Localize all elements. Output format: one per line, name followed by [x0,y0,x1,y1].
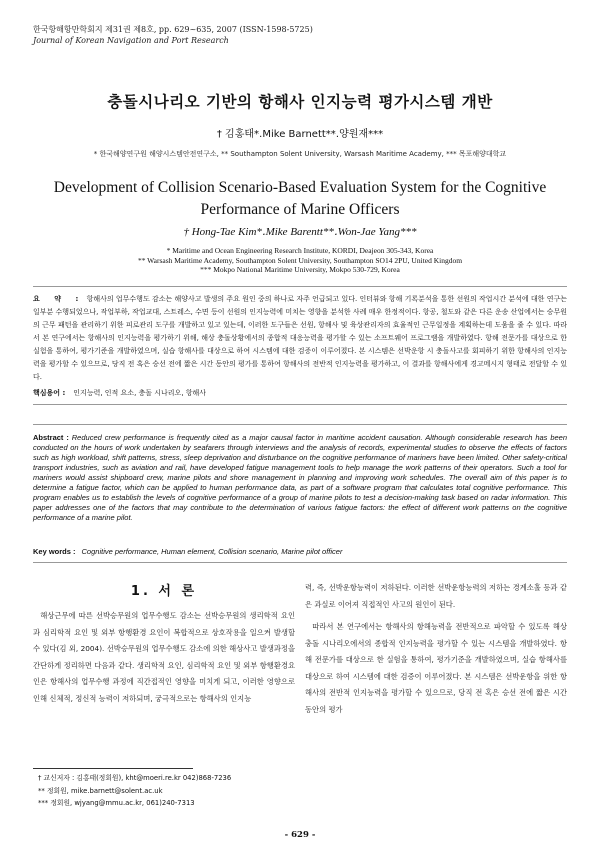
body-paragraph: 따라서 본 연구에서는 항해사의 항해능력을 전반적으로 파악할 수 있도록 해상 충돌 시나리오에서의 종합적 인지능력을 평가할 수 있는 시스템을 개발하였다. 항해 전문가를 대상으로 한 실험을 통하여, 평가기준을 개발하였으며, 실습 항해사를 대상으로 하여 시스템에 대한 검증이 이루어졌다. 본 시스템은 선박운항을 위한 항해사의 전반적 인지능력을 평가할 수 있으므로, 당직 전 혹은 승선 전에 짧은 시간 동안의 평가 [305,622,567,714]
right-column [305,580,567,718]
divider [33,562,567,563]
korean-abstract-text: 항해사의 업무수행도 감소는 해양사고 발생의 주요 원인 중의 하나로 자주 언급되고 있다. 인터뷰와 항해 기록분석을 통한 선원의 작업시간 분석에 대한 연구는 일부분 수행되었으나, 작업부하, 작업교대, 스트레스, 수면 등이 선원의 인지능력에 미치는 영향을 분석한 사례 매우 한정적이다. 항공, 철도와 같은 다른 운송 산업에서는 승무원의 근무 패턴을 관리하기 위한 피로관리 도구를 개발하고 있고 있는데, 이러한 도구들은 선원, 항해사 및 육상관리자의 효율적인 근무일정을 계획하는데 도움을 줄 수 있다. 따라서 본 연구에서는 항해사의 인지능력을 평가하기 위해, 해상 충돌상황에서의 종합적 대응능력을 평가할 수 있는 소프트웨어 프로그램을 개발하였다. 항해 전문가를 대상으로 한 실험을 통하여, 평가기준을 개발하였으며, 실습 항해사를 대상으로 하여 시스템에 대한 검증이 이루어졌다. 본 시스템은 선박운항 시 충돌사고를 회피하기 위한 항해사의 인지능력을 평가할 수 있으므로, 당직 전 혹은 승선 전에 짧은 시간 동안의 평가를 통하여 항해사의 전반적 인지능력을 평가하고, 이 결과를 항해사에게 경고메시지 형태로 전달할 수 있다. [33,295,567,381]
divider [33,286,567,287]
korean-abstract-label: 요 약 : [33,295,85,303]
footnote: † 교신저자 : 김홍태(정회원), kht@moeri.re.kr 042)868-7236 [38,774,232,782]
page-number: - 629 - [284,830,316,840]
english-affiliation: * Maritime and Ocean Engineering Research Institute, KORDI, Deajeon 305-343, Korea [166,246,434,255]
english-abstract-text: Reduced crew performance is frequently cited as a major causal factor in maritime accident causation. Although considerable research has been conducted on the hours of work undertaken by seafarers through interviews and the analysis of records, experimental studies to observe the effects of factors such as high workload, shift patterns, stress, sleep deprivation and disturbance on the cognitive performance of mariners have been limited. Other safety-critical transport industries, such as aviation and rail, have developed fatigue management tools to help manage the work patterns of their operators. Such a tool for mariners would assist shipboard crew, marine pilots and shore management in planning and improving work schedules. The overall aim of this paper is to determine a fatigue factor, which can be applied to human performance data, as part of a software program that calculates total cognitive performance. This program enables us to establish the levels of cognitive performance of a group of marine pilots to test a decision-making task based on radar information. This paper addresses one of the factors that may contribute to the determination of various fatigue factors: the effect of different work patterns on the cognitive performance of a marine pilot. [33,433,568,522]
footnote-rule [33,768,193,769]
korean-keywords [33,388,206,398]
divider [33,424,567,425]
korean-keywords-label: 핵심용어 : [33,389,66,397]
korean-authors: † 김홍태*․Mike Barnett**․양원재*** [216,129,384,140]
korean-title: 충돌시나리오 기반의 항해사 인지능력 평가시스템 개반 [107,93,493,111]
english-abstract [33,433,567,523]
body-paragraph: 력, 즉, 선박운항능력이 저하된다. 이러한 선박운항능력의 저하는 경계소홀 등과 같은 과실로 이어져 직접적인 사고의 원인이 된다. [305,583,567,609]
journal-header [33,24,313,46]
english-abstract-label: Abstract : [33,433,69,442]
english-keywords [33,547,342,556]
english-keywords-text: Cognitive performance, Human element, Collision scenario, Marine pilot officer [81,547,343,556]
english-affiliation: *** Mokpo National Maritime University, Mokpo 530-729, Korea [200,265,400,274]
english-keywords-label: Key words : [33,547,76,556]
korean-abstract [33,293,567,384]
english-affiliations [0,246,600,275]
english-authors: † Hong-Tae Kim*․Mike Barentt**․Won-Jae Yang*** [183,226,417,238]
english-title-line2: Performance of Marine Officers [200,201,400,218]
divider [33,404,567,405]
english-title [40,177,560,221]
body-paragraph: 해상근무에 따른 선박승무원의 업무수행도 감소는 선박승무원의 생리학적 요인과 심리학적 요인 및 외부 항행환경 요인이 복합적으로 상호작용을 일으켜 발생할 수 있다(김 외, 2004). 선박승무원의 업무수행도 감소에 의한 해상사고 발생과정을 간단하게 정리하면 다음과 같다. 생리학적 요인, 심리학적 요인 및 외부 항행환경요인은 항해사의 업무수행 과정에 직간접적인 영향을 미치게 되고, 이러한 영향으로 인해 신체적, 정신적 능력이 저하되며, 궁극적으로는 항해사의 인지능 [33,611,295,703]
journal-name: Journal of Korean Navigation and Port Research [33,36,229,45]
left-column [33,608,295,707]
footnote: ** 정회원, mike.barnett@solent.ac.uk [38,786,163,795]
korean-affiliations: * 한국해양연구원 해양시스템안전연구소, ** Southampton Solent University, Warsash Maritime Academy, *** 목포해양대학교 [93,150,507,158]
english-affiliation: ** Warsash Maritime Academy, Southampton Solent University, Southampton SO14 2PU, United Kingdom [137,255,463,265]
korean-keywords-text: 인지능력, 인적 요소, 충돌 시나리오, 항해사 [73,389,207,397]
footnotes [38,772,231,810]
footnote: *** 정회원, wjyang@mmu.ac.kr, 061)240-7313 [38,799,195,807]
journal-citation: 한국항해항만학회지 제31권 제8호, pp. 629~635, 2007 (ISSN-1598-5725) [33,25,313,34]
english-title-line1: Development of Collision Scenario-Based Evaluation System for the Cognitive [53,179,547,196]
section-title: 1. 서 론 [130,584,198,599]
